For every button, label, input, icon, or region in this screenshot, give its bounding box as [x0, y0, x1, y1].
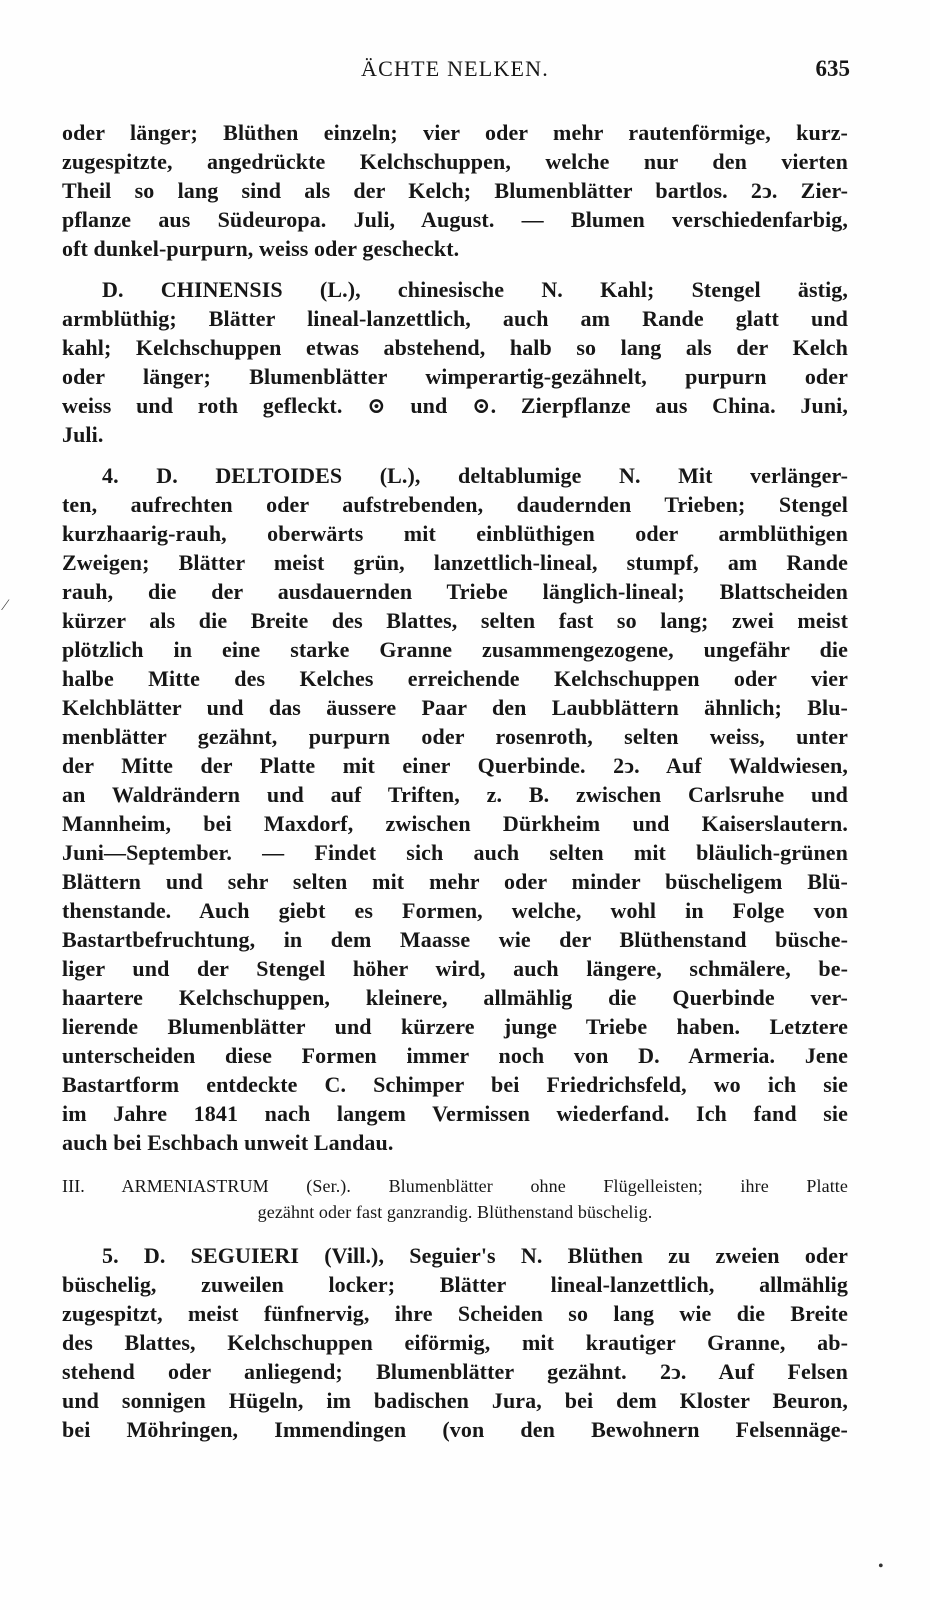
text-line: oder länger; Blüthen einzeln; vier oder mehr rautenförmige, kurz- — [62, 120, 848, 145]
text-line: menblätter gezähnt, purpurn oder rosenroth, selten weiss, unter — [62, 724, 848, 749]
text-line: Kelchblätter und das äussere Paar den Laubblättern ähnlich; Blu- — [62, 695, 848, 720]
text-line: Bastartbefruchtung, in dem Maasse wie der Blüthenstand büsche- — [62, 927, 848, 952]
paragraph-deltoides — [62, 461, 848, 1157]
text-line: D. CHINENSIS (L.), chinesische N. Kahl; Stengel ästig, — [102, 277, 848, 302]
text-line: kurzhaarig-rauh, oberwärts mit einblüthigen oder armblüthigen — [62, 521, 848, 546]
text-line: oft dunkel-purpurn, weiss oder gescheckt. — [62, 236, 460, 261]
paragraph-continuation — [62, 118, 848, 263]
text-line: thenstande. Auch giebt es Formen, welche, wohl in Folge von — [62, 898, 848, 923]
text-line: des Blattes, Kelchschuppen eiförmig, mit krautiger Granne, ab- — [62, 1330, 848, 1355]
text-line: und sonnigen Hügeln, im badischen Jura, bei dem Kloster Beuron, — [62, 1388, 848, 1413]
text-line: büschelig, zuweilen locker; Blätter lineal-lanzettlich, allmählig — [62, 1272, 848, 1297]
text-line: oder länger; Blumenblätter wimperartig-gezähnelt, purpurn oder — [62, 364, 848, 389]
page-number: 635 — [815, 56, 850, 81]
running-title: ÄCHTE NELKEN. — [361, 56, 549, 81]
section-line: III. ARMENIASTRUM (Ser.). Blumenblätter ohne Flügelleisten; ihre Platte — [62, 1176, 848, 1196]
text-line: unterscheiden diese Formen immer noch von D. Armeria. Jene — [62, 1043, 848, 1068]
text-line: Zweigen; Blätter meist grün, lanzettlich-lineal, stumpf, am Rande — [62, 550, 848, 575]
text-line: 4. D. DELTOIDES (L.), deltablumige N. Mit verlänger- — [102, 463, 848, 488]
main-text — [62, 118, 848, 1444]
text-line: haartere Kelchschuppen, kleinere, allmählig die Querbinde ver- — [62, 985, 848, 1010]
text-line: Blättern und sehr selten mit mehr oder minder büscheligem Blü- — [62, 869, 848, 894]
text-line: an Waldrändern und auf Triften, z. B. zwischen Carlsruhe und — [62, 782, 848, 807]
text-line: Bastartform entdeckte C. Schimper bei Friedrichsfeld, wo ich sie — [62, 1072, 848, 1097]
section-heading-armeniastrum — [62, 1173, 848, 1225]
text-line: armblüthig; Blätter lineal-lanzettlich, auch am Rande glatt und — [62, 306, 848, 331]
text-line: Theil so lang sind als der Kelch; Blumenblätter bartlos. 2ↄ. Zier- — [62, 178, 848, 203]
text-line: der Mitte der Platte mit einer Querbinde. 2ↄ. Auf Waldwiesen, — [62, 753, 848, 778]
paragraph-gap — [62, 1225, 848, 1241]
text-line: pflanze aus Südeuropa. Juli, August. — Blumen verschiedenfarbig, — [62, 207, 848, 232]
text-line: lierende Blumenblätter und kürzere junge Triebe haben. Letztere — [62, 1014, 848, 1039]
text-line: zugespitzt, meist fünfnervig, ihre Scheiden so lang wie die Breite — [62, 1301, 848, 1326]
paragraph-gap — [62, 449, 848, 461]
section-line: gezähnt oder fast ganzrandig. Blüthenstand büschelig. — [257, 1202, 653, 1222]
text-line: Juli. — [62, 422, 104, 447]
text-line: plötzlich in eine starke Granne zusammengezogene, ungefähr die — [62, 637, 848, 662]
text-line: liger und der Stengel höher wird, auch längere, schmälere, be- — [62, 956, 848, 981]
text-line: auch bei Eschbach unweit Landau. — [62, 1130, 394, 1155]
text-line: kahl; Kelchschuppen etwas abstehend, halb so lang als der Kelch — [62, 335, 848, 360]
text-line: weiss und roth gefleckt. ⊙ und ⊙. Zierpflanze aus China. Juni, — [62, 393, 848, 418]
text-line: Mannheim, bei Maxdorf, zwischen Dürkheim und Kaiserslautern. — [62, 811, 848, 836]
paragraph-chinensis — [62, 275, 848, 449]
text-line: Juni—September. — Findet sich auch selten mit bläulich-grünen — [62, 840, 848, 865]
paragraph-gap — [62, 263, 848, 275]
text-line: zugespitzte, angedrückte Kelchschuppen, welche nur den vierten — [62, 149, 848, 174]
text-line: bei Möhringen, Immendingen (von den Bewohnern Felsennäge- — [62, 1417, 848, 1442]
text-line: kürzer als die Breite des Blattes, selten fast so lang; zwei meist — [62, 608, 848, 633]
margin-mark: ⁄ — [4, 597, 7, 614]
text-line: im Jahre 1841 nach langem Vermissen wiederfand. Ich fand sie — [62, 1101, 848, 1126]
text-line: halbe Mitte des Kelches erreichende Kelchschuppen oder vier — [62, 666, 848, 691]
page-header — [60, 56, 850, 90]
text-line: rauh, die der ausdauernden Triebe länglich-lineal; Blattscheiden — [62, 579, 848, 604]
text-line: 5. D. SEGUIERI (Vill.), Seguier's N. Blüthen zu zweien oder — [102, 1243, 848, 1268]
text-line: ten, aufrechten oder aufstrebenden, daudernden Trieben; Stengel — [62, 492, 848, 517]
text-line: stehend oder anliegend; Blumenblätter gezähnt. 2ↄ. Auf Felsen — [62, 1359, 848, 1384]
ink-dot-mark: • — [878, 1558, 884, 1575]
paragraph-gap — [62, 1157, 848, 1173]
paragraph-seguieri — [62, 1241, 848, 1444]
